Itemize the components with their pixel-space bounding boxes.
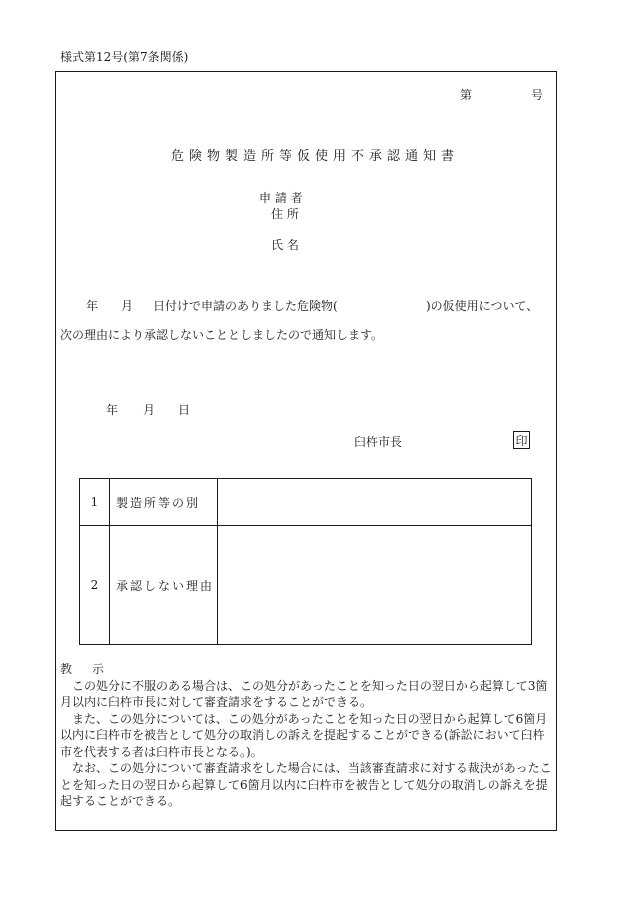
seal-mark: 印 xyxy=(513,431,530,449)
reason-field[interactable] xyxy=(218,526,532,645)
table-row xyxy=(80,479,532,526)
notice-paragraph: この処分に不服のある場合は、この処分があったことを知った日の翌日から起算して3箇月以内に臼杵市長に対して審査請求をすることができる。 xyxy=(60,678,548,709)
notice-paragraph: また、この処分については、この処分があったことを知った日の翌日から起算して6箇月以内に臼杵市を被告として処分の取消しの訴えを提起することができる(訴訟において臼杵市を代表する者は臼杵市長となる。)。 xyxy=(60,711,548,759)
body-month: 月 xyxy=(121,299,134,313)
document-number-go: 号 xyxy=(531,88,544,102)
appeal-notice xyxy=(60,661,552,810)
row-label: 製造所等の別 xyxy=(110,479,218,526)
row-number: 2 xyxy=(80,526,110,645)
row-number: 1 xyxy=(80,479,110,526)
document-number-dai: 第 xyxy=(460,88,473,102)
date-year: 年 xyxy=(106,403,119,417)
issuer-title: 臼杵市長 xyxy=(354,435,403,449)
applicant-address-label: 住 所 xyxy=(271,207,299,221)
applicant-label: 申 請 者 xyxy=(259,191,303,205)
detail-table xyxy=(79,478,532,645)
row-label: 承認しない理由 xyxy=(110,526,218,645)
notice-paragraph: なお、この処分について審査請求をした場合には、当該審査請求に対する裁決があったことを知った日の翌日から起算して6箇月以内に臼杵市を被告として処分の取消しの訴えを提起することができる。 xyxy=(60,761,552,808)
notice-heading: 教 示 xyxy=(60,662,112,676)
facility-type-field[interactable] xyxy=(218,479,532,526)
body-year: 年 xyxy=(86,299,99,313)
body-line2: 次の理由により承認しないこととしましたので通知します。 xyxy=(60,328,384,342)
body-line1-end: )の仮使用について、 xyxy=(426,299,539,313)
form-number-label: 様式第12号(第7条関係) xyxy=(60,50,189,64)
body-line1: 日付けで申請のありました危険物( xyxy=(153,299,338,313)
document-title: 危険物製造所等仮使用不承認通知書 xyxy=(170,149,459,164)
date-day: 日 xyxy=(178,403,191,417)
date-month: 月 xyxy=(143,403,156,417)
applicant-name-label: 氏 名 xyxy=(271,238,299,252)
table-row xyxy=(80,526,532,645)
